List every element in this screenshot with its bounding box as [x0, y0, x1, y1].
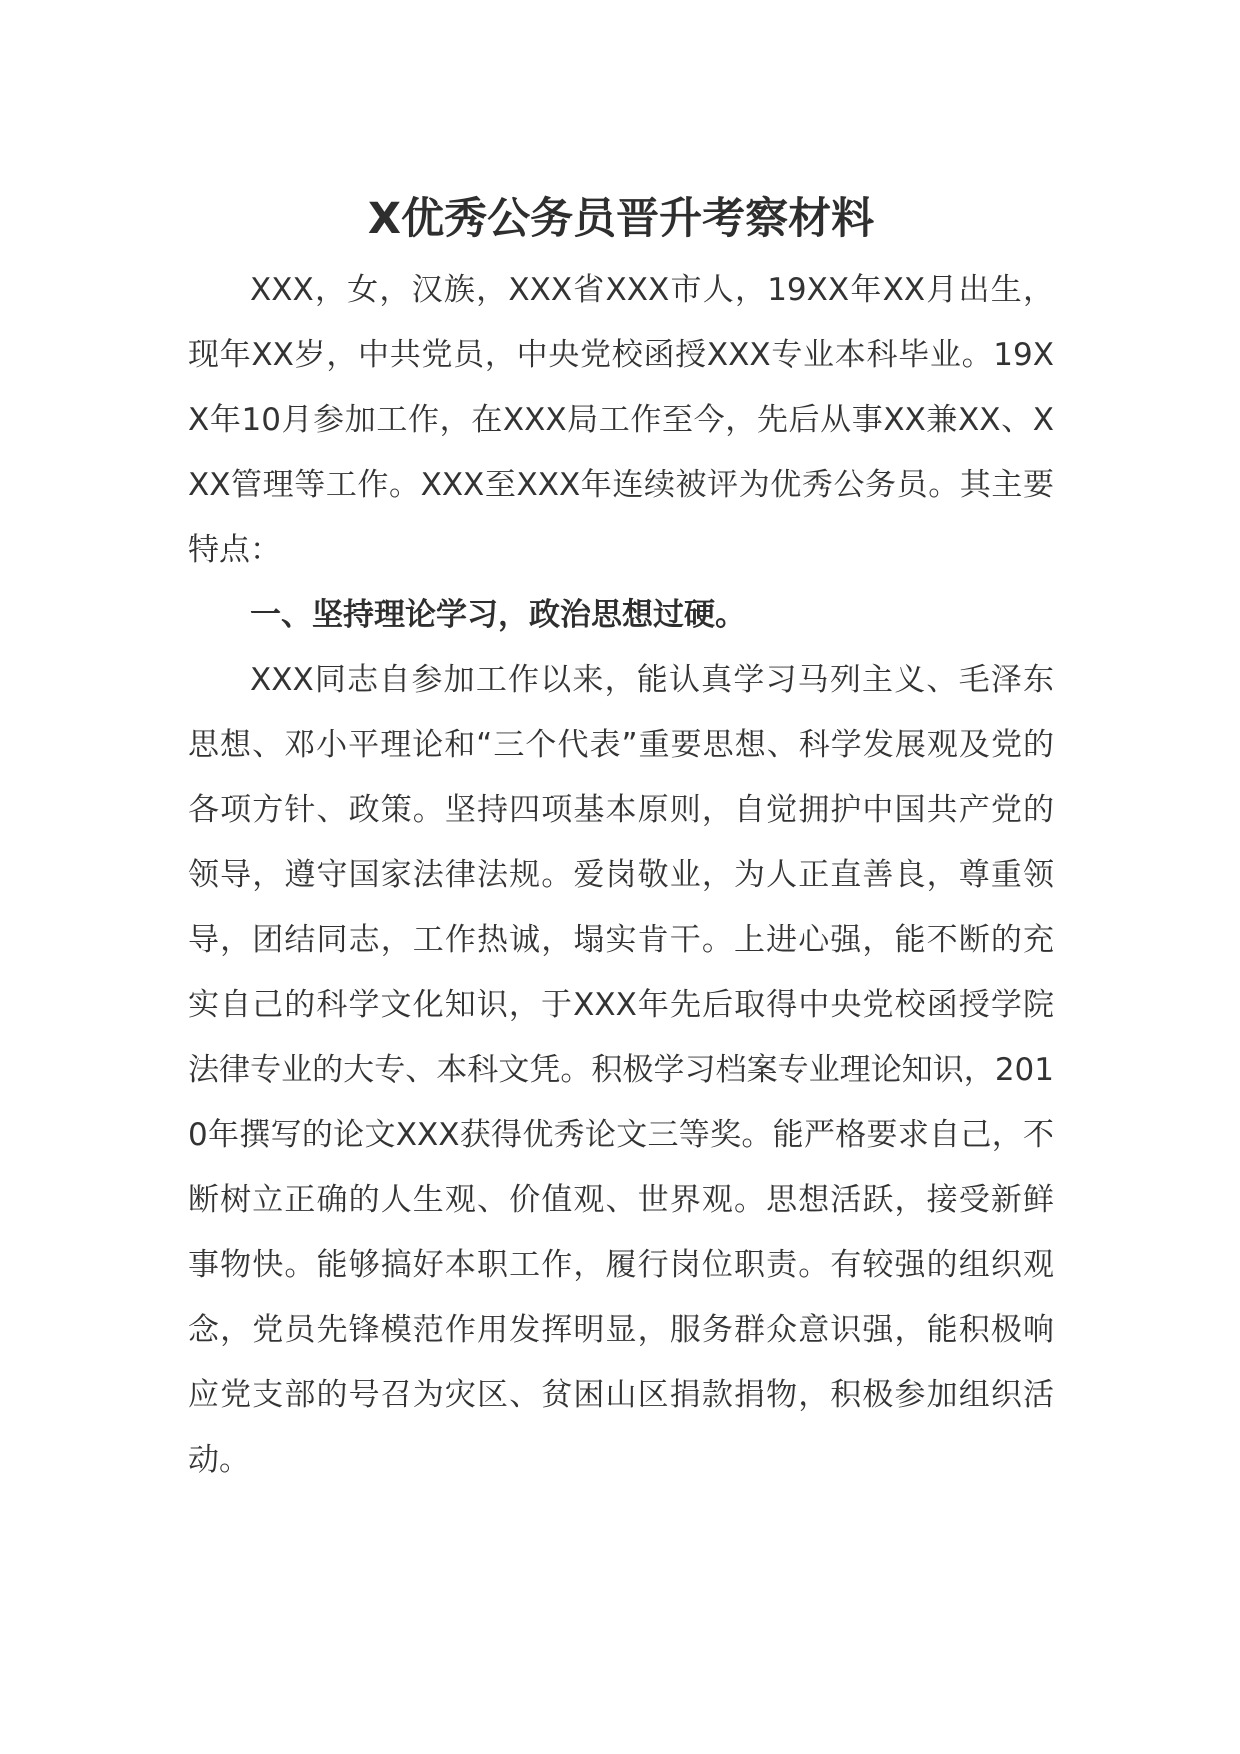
intro-paragraph: XXX，女，汉族，XXX省XXX市人，19XX年XX月出生，现年XX岁，中共党员，中央党校函授XXX专业本科毕业。19XX年10月参加工作，在XXX局工作至今，先后从事XX兼XX、XXX管理等工作。XXX至XXX年连续被评为优秀公务员。其主要特点： — [188, 272, 1054, 568]
document-body — [188, 190, 1054, 1493]
section-body-1: XXX同志自参加工作以来，能认真学习马列主义、毛泽东思想、邓小平理论和“三个代表”重要思想、科学发展观及党的各项方针、政策。坚持四项基本原则，自觉拥护中国共产党的领导，遵守国家法律法规。爱岗敬业，为人正直善良，尊重领导，团结同志，工作热诚，塌实肯干。上进心强，能不断的充实自己的科学文化知识，于XXX年先后取得中央党校函授学院法律专业的大专、本科文凭。积极学习档案专业理论知识，2010年撰写的论文XXX获得优秀论文三等奖。能严格要求自己，不断树立正确的人生观、价值观、世界观。思想活跃，接受新鲜事物快。能够搞好本职工作，履行岗位职责。有较强的组织观念，党员先锋模范作用发挥明显，服务群众意识强，能积极响应党支部的号召为灾区、贫困山区捐款捐物，积极参加组织活动。 — [188, 662, 1054, 1478]
section-heading-1: 一、坚持理论学习，政治思想过硬。 — [250, 597, 746, 633]
document-title: X优秀公务员晋升考察材料 — [367, 194, 875, 244]
